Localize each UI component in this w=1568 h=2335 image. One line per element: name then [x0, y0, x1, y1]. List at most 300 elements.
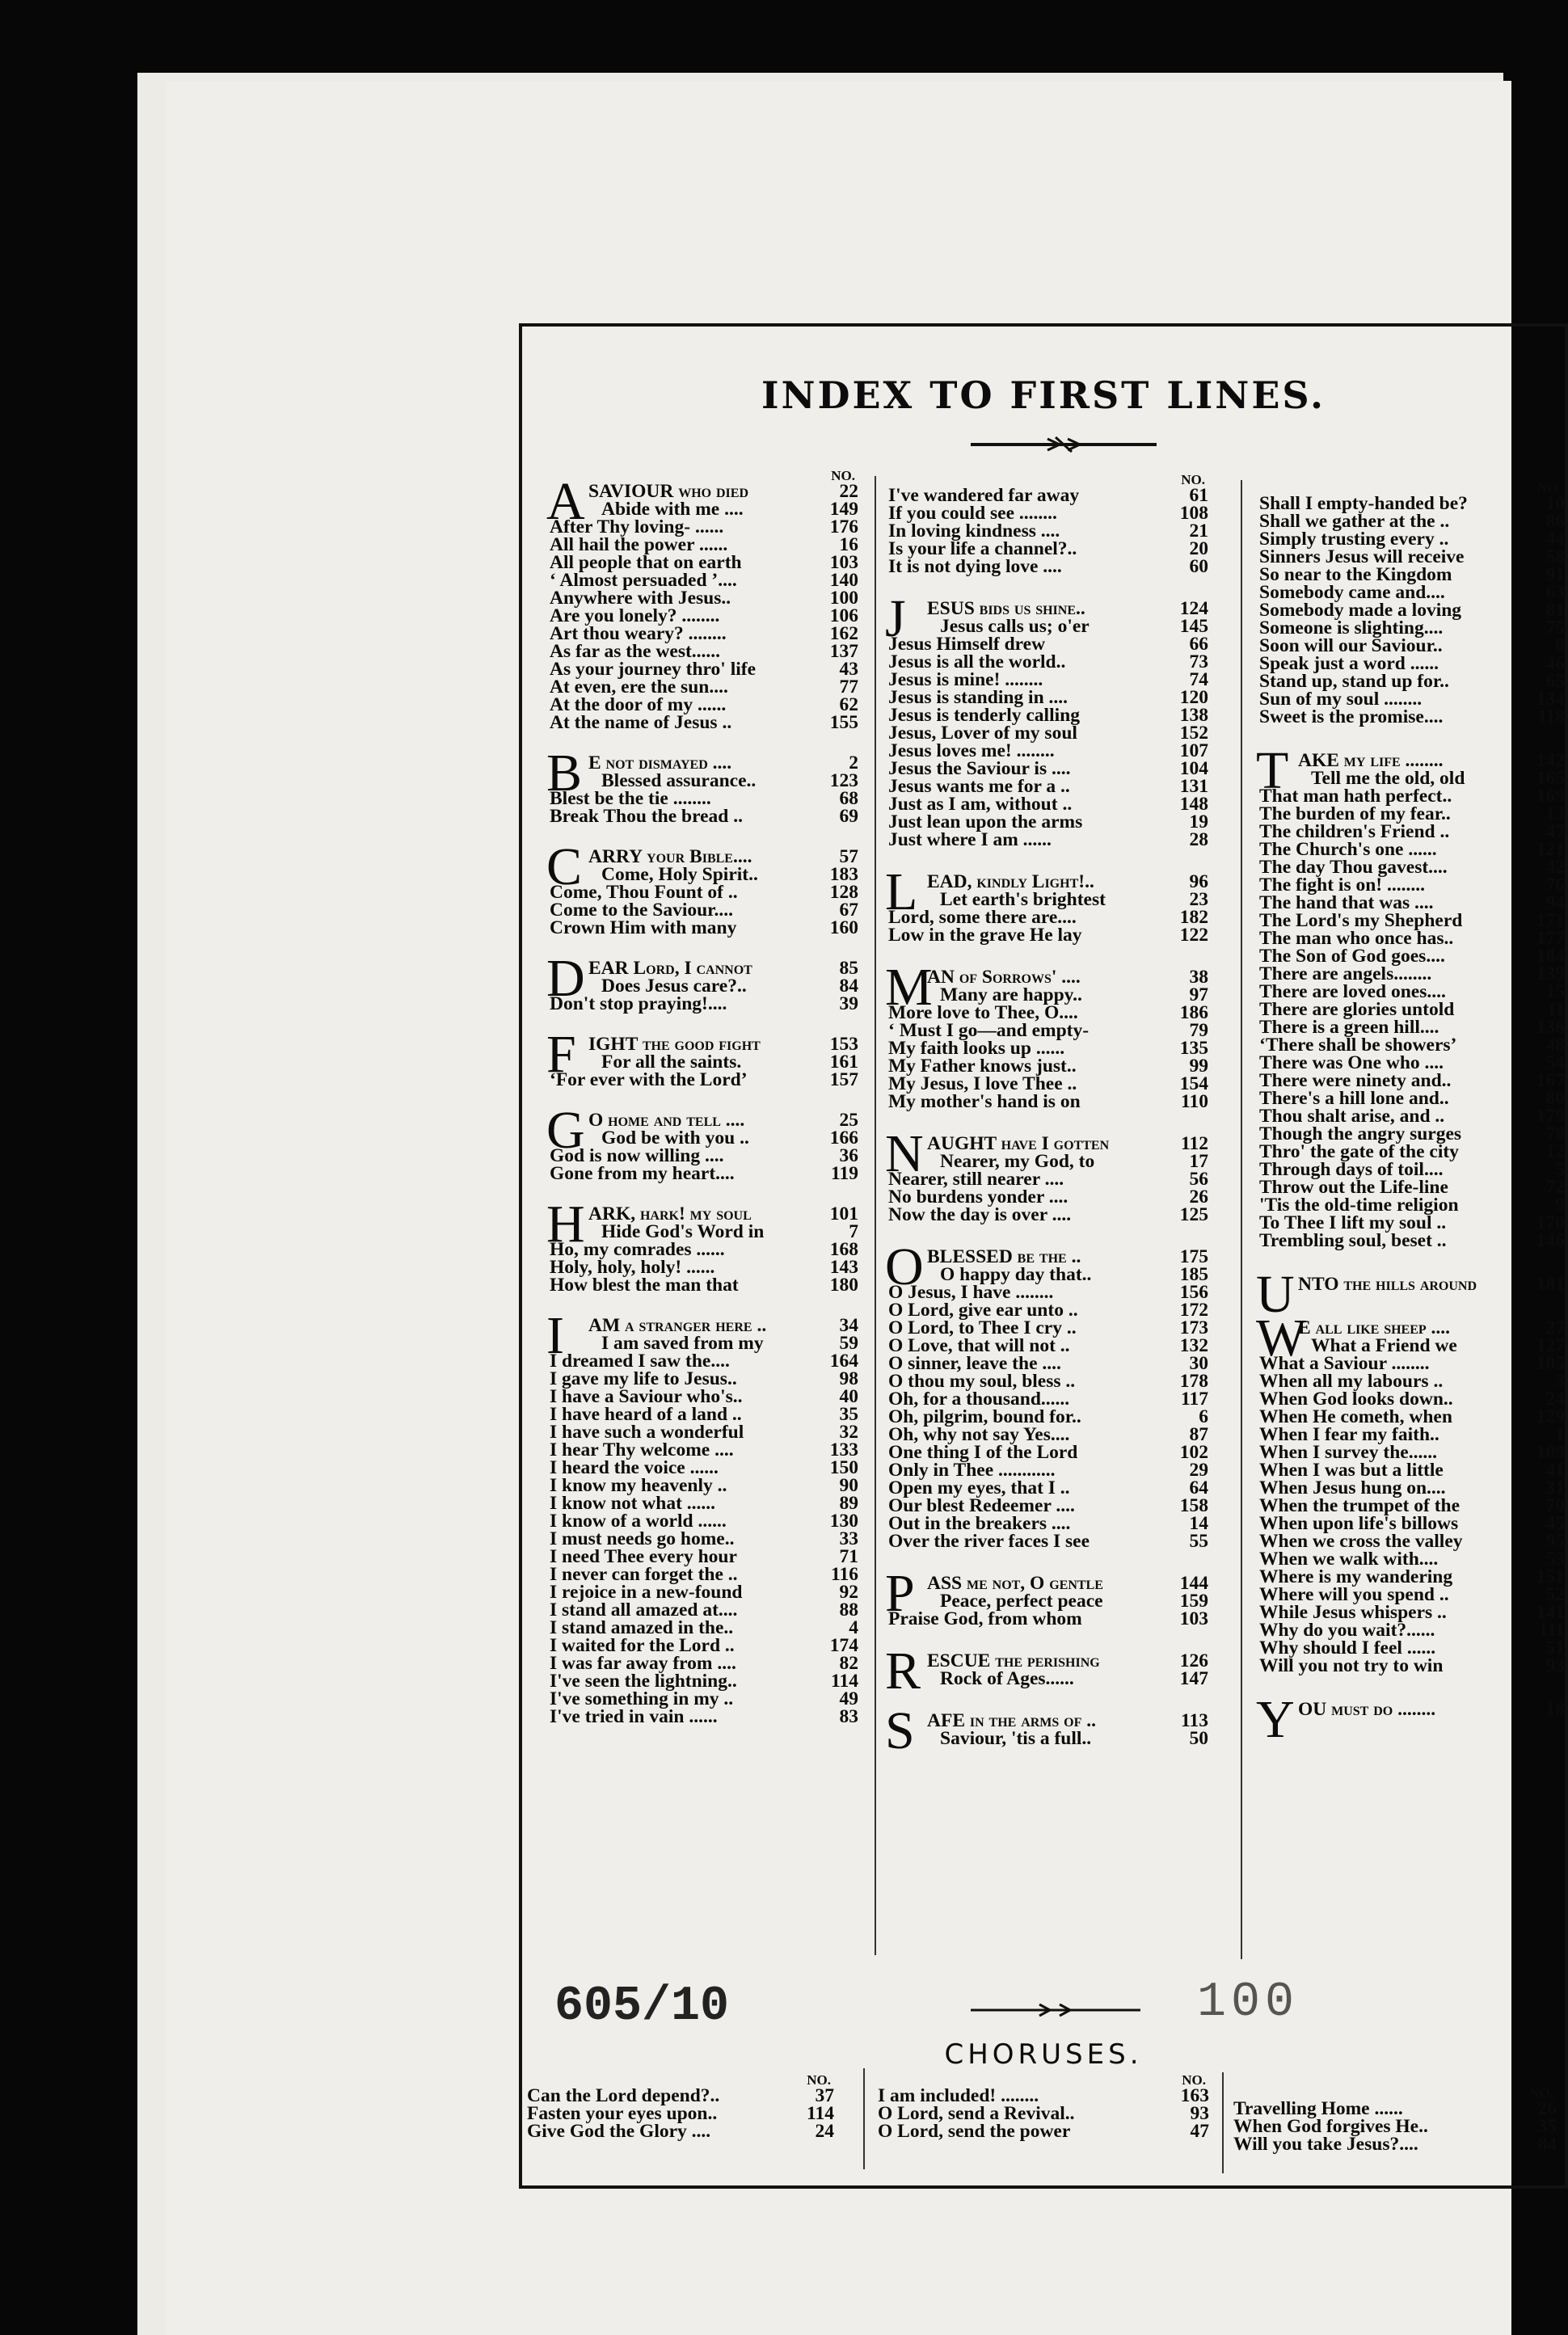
first-line-text: I hear Thy welcome .... [550, 1439, 734, 1460]
index-entry [888, 487, 1208, 504]
hymn-number: 55 [1189, 1531, 1208, 1552]
index-entry [550, 959, 858, 977]
first-line-text: Why do you wait?...... [1259, 1620, 1435, 1641]
first-line-text: I know of a world ...... [550, 1511, 727, 1532]
index-entry [1259, 1586, 1565, 1604]
index-entry [550, 1637, 858, 1654]
index-letter-group [546, 949, 858, 1014]
hymn-number: 179 [1536, 1106, 1565, 1127]
hymn-number: 94 [1545, 892, 1565, 913]
index-entry [1259, 655, 1565, 672]
hymn-number: 114 [807, 2103, 834, 2124]
first-line-text: The Church's one ...... [1259, 839, 1437, 860]
index-entry [550, 518, 858, 536]
hymn-number: 1 [1555, 1424, 1565, 1445]
index-letter-group [1259, 495, 1565, 726]
hymn-number: 164 [829, 1351, 858, 1372]
index-letter-group [885, 1564, 1208, 1629]
hymn-number: 22 [839, 481, 858, 502]
first-line-text: AUGHT have I gotten [927, 1133, 1110, 1154]
hymn-number: 117 [1181, 1389, 1208, 1410]
index-entry [550, 1690, 858, 1708]
index-entry [888, 760, 1208, 778]
index-entry [1259, 947, 1565, 965]
first-line-text: I know my heavenly .. [550, 1475, 727, 1496]
index-entry [888, 795, 1208, 813]
column-rule [863, 2068, 865, 2169]
hymn-number: 32 [839, 1422, 858, 1443]
first-line-text: I rejoice in a new-found [550, 1582, 743, 1603]
chorus-entry [1233, 2100, 1557, 2118]
index-entry [888, 1479, 1208, 1497]
chorus-text: I am included! ........ [878, 2085, 1039, 2106]
hymn-number: 116 [831, 1564, 858, 1585]
hymn-number: 8 [1555, 635, 1565, 656]
first-line-text: Is your life a channel?.. [888, 538, 1077, 559]
first-line-text: Simply trusting every .. [1259, 529, 1449, 550]
first-line-text: Somebody made a loving [1259, 600, 1462, 621]
index-entry [550, 571, 858, 589]
first-line-text: Are you lonely? ........ [550, 605, 720, 626]
first-line-text: When I fear my faith.. [1259, 1424, 1439, 1445]
first-line-text: Jesus, Lover of my soul [888, 723, 1077, 744]
first-line-text: Oh, for a thousand...... [888, 1389, 1070, 1410]
first-line-text: I have a Saviour who's.. [550, 1386, 743, 1407]
hymn-number: 170 [1536, 1212, 1565, 1233]
first-line-text: I stand all amazed at.... [550, 1600, 738, 1621]
hymn-number: 127 [1536, 1335, 1565, 1356]
first-line-text: I never can forget the .. [550, 1564, 738, 1585]
first-line-text: Now the day is over .... [888, 1204, 1072, 1225]
first-line-text: ‘ Almost persuaded ’.... [550, 570, 737, 591]
hymn-number: 126 [1179, 1650, 1208, 1671]
hymn-number: 29 [1189, 1460, 1208, 1481]
index-entry [550, 1512, 858, 1530]
hymn-number: 166 [829, 1127, 858, 1149]
first-line-text: E not dismayed .... [588, 752, 732, 773]
index-entry [1259, 1196, 1565, 1214]
index-entry [550, 536, 858, 554]
first-line-text: Out in the breakers .... [888, 1513, 1071, 1534]
index-entry [888, 1301, 1208, 1319]
hymn-number: 180 [829, 1275, 858, 1296]
first-line-text: I stand amazed in the.. [550, 1617, 734, 1638]
hymn-number: 72 [1545, 1177, 1565, 1198]
hymn-number: 185 [1179, 1264, 1208, 1285]
index-entry [1259, 637, 1565, 655]
chorus-text: Fasten your eyes upon.. [527, 2103, 718, 2124]
first-line-text: My faith looks up ...... [888, 1038, 1065, 1059]
hymn-number: 2 [849, 752, 858, 773]
index-entry [1259, 672, 1565, 690]
hymn-number: 69 [839, 806, 858, 827]
drop-cap-letter: L [885, 862, 918, 921]
index-entry [550, 607, 858, 625]
hymn-number: 43 [839, 659, 858, 680]
index-entry [1259, 1461, 1565, 1479]
hymn-number: 167 [1536, 1070, 1565, 1091]
index-entry [1259, 619, 1565, 637]
page [166, 81, 1565, 2335]
index-entry [550, 1035, 858, 1053]
hymn-number: 34 [839, 1315, 858, 1336]
hymn-number: 183 [829, 864, 858, 885]
index-entry [1259, 1639, 1565, 1657]
first-line-text: God be with you .. [601, 1127, 749, 1149]
index-entry [550, 1053, 858, 1071]
column-rule [875, 476, 876, 1955]
index-entry [888, 504, 1208, 522]
drop-cap-letter: F [546, 1025, 576, 1084]
index-letter-group [885, 958, 1208, 1112]
hymn-number: 109 [1536, 1442, 1565, 1463]
first-line-text: AM a stranger here .. [588, 1315, 767, 1336]
number-column-header: NO. [807, 2072, 831, 2088]
hymn-number: 14 [1189, 1513, 1208, 1534]
index-entry [550, 807, 858, 825]
first-line-text: E all like sheep .... [1298, 1317, 1451, 1338]
hymn-number: 84 [1537, 2134, 1557, 2155]
first-line-text: When we cross the valley [1259, 1531, 1463, 1552]
first-line-text: No burdens yonder .... [888, 1186, 1069, 1208]
drop-cap-letter: D [546, 949, 585, 1008]
index-entry [550, 1241, 858, 1258]
first-line-text: I am saved from my [601, 1333, 764, 1354]
choruses-heading: CHORUSES. [944, 2038, 1143, 2071]
index-entry [550, 1459, 858, 1477]
index-entry [550, 714, 858, 731]
drop-cap-letter: T [1256, 741, 1289, 800]
hymn-number: 67 [839, 900, 858, 921]
index-entry [1259, 1444, 1565, 1461]
index-entry [888, 1022, 1208, 1039]
hymn-number: 156 [1179, 1282, 1208, 1303]
first-line-text: Crown Him with many [550, 917, 737, 938]
first-line-text: After Thy loving- ...... [550, 516, 724, 537]
index-entry [1259, 1054, 1565, 1072]
first-line-text: Saviour, 'tis a full.. [940, 1728, 1092, 1749]
index-entry [550, 500, 858, 518]
first-line-text: Peace, perfect peace [940, 1591, 1103, 1612]
hymn-number: 84 [839, 976, 858, 997]
first-line-text: Stand up, stand up for.. [1259, 671, 1449, 692]
page-title: INDEX TO FIRST LINES. [761, 373, 1326, 417]
choruses-column [878, 2072, 1209, 2140]
first-line-text: ‘ Must I go—and empty- [888, 1020, 1090, 1041]
first-line-text: When Jesus hung on.... [1259, 1477, 1446, 1498]
first-line-text: EAR Lord, I cannot [588, 958, 752, 979]
index-entry [1259, 1107, 1565, 1125]
first-line-text: One thing I of the Lord [888, 1442, 1078, 1463]
hymn-number: 26 [1189, 1186, 1208, 1208]
hymn-number: 157 [829, 1069, 858, 1090]
index-letter-group [885, 1701, 1208, 1760]
hymn-number: 5 [1555, 1159, 1565, 1180]
index-entry [550, 696, 858, 714]
hymn-number: 134 [1536, 689, 1565, 710]
index-entry [550, 1111, 858, 1129]
first-line-text: I heard the voice ...... [550, 1457, 719, 1478]
first-line-text: There are glories untold [1259, 999, 1455, 1020]
index-entry [888, 1497, 1208, 1515]
index-entry [888, 1266, 1208, 1283]
index-entry [550, 790, 858, 807]
first-line-text: For all the saints. [601, 1052, 742, 1073]
hymn-number: 174 [829, 1635, 858, 1656]
index-letter-group [546, 837, 858, 938]
index-letter-group [885, 1237, 1208, 1552]
first-line-text: I've wandered far away [888, 485, 1080, 506]
drop-cap-letter: A [546, 472, 585, 531]
index-letter-group [546, 744, 858, 827]
index-entry [888, 1075, 1208, 1093]
index-entry [1259, 1390, 1565, 1408]
first-line-text: Oh, why not say Yes.... [888, 1424, 1070, 1445]
hymn-number: 70 [1545, 1495, 1565, 1516]
first-line-text: O Lord, give ear unto .. [888, 1300, 1078, 1321]
hymn-number: 149 [829, 499, 858, 520]
first-line-text: Art thou weary? ........ [550, 623, 727, 644]
hymn-number: 148 [1179, 794, 1208, 815]
first-line-text: As your journey thro' life [550, 659, 757, 680]
index-letter-group [546, 1306, 858, 1727]
first-line-text: AN of Sorrows' .... [927, 967, 1081, 988]
index-entry [550, 1566, 858, 1583]
hymn-number: 4 [849, 1617, 858, 1638]
hymn-number: 90 [839, 1475, 858, 1496]
hymn-number: 25 [839, 1110, 858, 1131]
first-line-text: Open my eyes, that I .. [888, 1477, 1070, 1498]
index-entry [1259, 894, 1565, 912]
first-line-text: There was One who .... [1259, 1052, 1444, 1073]
first-line-text: I have such a wonderful [550, 1422, 744, 1443]
hymn-number: 44 [1545, 529, 1565, 550]
hymn-number: 9 [1555, 1195, 1565, 1216]
hymn-number: 101 [829, 1203, 858, 1224]
hymn-number: 172 [1179, 1300, 1208, 1321]
hymn-number: 106 [829, 605, 858, 626]
first-line-text: SAVIOUR who died [588, 481, 748, 502]
hymn-number: 27 [1545, 1317, 1565, 1338]
hymn-number: 159 [1179, 1591, 1208, 1612]
index-entry [550, 1548, 858, 1566]
index-entry [888, 522, 1208, 540]
index-entry [1259, 1515, 1565, 1532]
first-line-text: Anywhere with Jesus.. [550, 588, 731, 609]
index-entry [550, 1205, 858, 1223]
first-line-text: Why should I feel ...... [1259, 1637, 1436, 1659]
hymn-number: 28 [1189, 829, 1208, 850]
index-entry [1259, 1550, 1565, 1568]
index-entry [1259, 1426, 1565, 1444]
first-line-text: At the door of my ...... [550, 694, 727, 715]
hymn-number: 89 [839, 1493, 858, 1514]
hymn-number: 103 [1179, 1608, 1208, 1629]
index-entry [550, 901, 858, 919]
index-entry [550, 1370, 858, 1388]
drop-cap-letter: C [546, 837, 583, 896]
hymn-number: 120 [1179, 687, 1208, 708]
hymn-number: 178 [1179, 1371, 1208, 1392]
index-entry [888, 1574, 1208, 1592]
hymn-number: 145 [1179, 616, 1208, 637]
first-line-text: Jesus Himself drew [888, 634, 1046, 655]
first-line-text: Shall we gather at the .. [1259, 511, 1450, 532]
index-entry [888, 558, 1208, 575]
index-entry [888, 778, 1208, 795]
first-line-text: Jesus wants me for a .. [888, 776, 1070, 797]
hymn-number: 93 [1545, 1655, 1565, 1676]
hymn-number: 26 [1537, 2098, 1557, 2119]
first-line-text: Only in Thee ............ [888, 1460, 1056, 1481]
first-line-text: Lord, some there are.... [888, 907, 1077, 928]
hymn-number: 51 [1545, 1637, 1565, 1659]
drop-cap-letter: B [546, 744, 583, 803]
first-line-text: Jesus is tenderly calling [888, 705, 1080, 726]
first-line-text: Break Thou the bread .. [550, 806, 743, 827]
hymn-number: 41 [1545, 1460, 1565, 1481]
first-line-text: AKE my life ........ [1298, 750, 1444, 771]
hymn-number: 125 [1179, 1204, 1208, 1225]
hymn-number: 173 [1179, 1317, 1208, 1338]
hymn-number: 154 [1179, 1073, 1208, 1094]
hymn-number: 139 [1536, 963, 1565, 984]
hymn-number: 13 [1545, 803, 1565, 824]
index-letter-group [546, 1025, 858, 1090]
hymn-number: 142 [1536, 750, 1565, 771]
hymn-number: 58 [1545, 546, 1565, 567]
hymn-number: 80 [1545, 1088, 1565, 1109]
index-entry [888, 1319, 1208, 1337]
hymn-number: 86 [1545, 511, 1565, 532]
first-line-text: ARK, hark! my soul [588, 1203, 752, 1224]
index-entry [550, 625, 858, 643]
hymn-number: 76 [1545, 875, 1565, 896]
first-line-text: When upon life's billows [1259, 1513, 1459, 1534]
first-line-text: ARRY your Bible.... [588, 846, 752, 867]
first-line-text: Jesus loves me! ........ [888, 740, 1055, 761]
hymn-number: 82 [839, 1653, 858, 1674]
hymn-number: 47 [1545, 821, 1565, 842]
first-line-text: Blest be the tie ........ [550, 788, 711, 809]
index-entry [888, 1652, 1208, 1670]
hymn-number: 47 [1190, 2121, 1209, 2142]
index-entry [1259, 601, 1565, 619]
hymn-number: 146 [1536, 1230, 1565, 1251]
first-line-text: NTO the hills around [1298, 1274, 1477, 1295]
index-entry [1259, 1701, 1565, 1718]
index-entry [550, 1276, 858, 1294]
first-line-text: Gone from my heart.... [550, 1163, 735, 1184]
first-line-text: Though the angry surges [1259, 1123, 1462, 1144]
drop-cap-letter: U [1256, 1265, 1295, 1324]
hymn-number: 60 [1189, 556, 1208, 577]
first-line-text: Speak just a word ...... [1259, 653, 1439, 674]
index-entry [1259, 1621, 1565, 1639]
index-entry [888, 617, 1208, 635]
hymn-number: 143 [829, 1257, 858, 1278]
hymn-number: 152 [1179, 723, 1208, 744]
hymn-number: 91 [1545, 564, 1565, 585]
index-entry [550, 1441, 858, 1459]
hymn-number: 33 [839, 1528, 858, 1549]
hymn-number: 129 [1536, 1406, 1565, 1427]
first-line-text: Somebody came and.... [1259, 582, 1445, 603]
first-line-text: Where is my wandering [1259, 1566, 1453, 1587]
drop-cap-letter: G [546, 1101, 585, 1160]
first-line-text: That man hath perfect.. [1259, 786, 1452, 807]
hymn-number: 81 [1545, 600, 1565, 621]
index-entry [1259, 858, 1565, 876]
index-entry [550, 1223, 858, 1241]
index-entry [888, 1135, 1208, 1153]
hymn-number: 155 [829, 712, 858, 733]
hymn-number: 87 [1189, 1424, 1208, 1445]
first-line-text: Blessed assurance.. [601, 770, 757, 791]
first-line-text: As far as the west...... [550, 641, 721, 662]
hymn-number: 40 [839, 1386, 858, 1407]
index-entry [1259, 1479, 1565, 1497]
index-entry [550, 483, 858, 500]
first-line-text: I've something in my .. [550, 1688, 734, 1709]
chorus-entry [527, 2122, 834, 2140]
first-line-text: Praise God, from whom [888, 1608, 1082, 1629]
first-line-text: While Jesus whispers .. [1259, 1602, 1447, 1623]
first-line-text: O sinner, leave the .... [888, 1353, 1061, 1374]
first-line-text: Someone is slighting.... [1259, 617, 1444, 639]
hymn-number: 83 [839, 1706, 858, 1727]
first-line-text: When I was but a little [1259, 1460, 1444, 1481]
first-line-text: Throw out the Life-line [1259, 1177, 1448, 1198]
index-letter-group [1256, 741, 1565, 1251]
index-entry [888, 1057, 1208, 1075]
chorus-entry [878, 2105, 1209, 2122]
hymn-number: 136 [1536, 1017, 1565, 1038]
hymn-number: 54 [1545, 1052, 1565, 1073]
first-line-text: Come to the Saviour.... [550, 900, 733, 921]
index-entry [888, 968, 1208, 986]
index-entry [1259, 512, 1565, 530]
index-entry [550, 1071, 858, 1089]
first-line-text: I gave my life to Jesus.. [550, 1368, 737, 1389]
first-line-text: When we walk with.... [1259, 1549, 1439, 1570]
index-entry [550, 1317, 858, 1334]
first-line-text: ESCUE the perishing [927, 1650, 1100, 1671]
first-line-text: My Father knows just.. [888, 1056, 1077, 1077]
index-entry [550, 919, 858, 937]
hymn-number: 168 [829, 1239, 858, 1260]
index-letter-group [888, 487, 1208, 575]
first-line-text: At even, ere the sun.... [550, 676, 728, 698]
hymn-number: 59 [839, 1333, 858, 1354]
hymn-number: 98 [839, 1368, 858, 1389]
index-entry [1259, 1090, 1565, 1107]
chorus-entry [527, 2105, 834, 2122]
index-entry [550, 660, 858, 678]
hymn-number: 131 [1179, 776, 1208, 797]
first-line-text: There were ninety and.. [1259, 1070, 1452, 1091]
first-line-text: All people that on earth [550, 552, 742, 573]
index-letter-group [885, 589, 1208, 850]
hymn-number: 107 [1179, 740, 1208, 761]
hymn-number: 36 [839, 1145, 858, 1166]
index-entry [1259, 1125, 1565, 1143]
hymn-number: 141 [1536, 1602, 1565, 1623]
first-line-text: BLESSED be the .. [927, 1246, 1081, 1267]
index-entry [1259, 769, 1565, 787]
hymn-number: 31 [1545, 1477, 1565, 1498]
index-entry [550, 1672, 858, 1690]
